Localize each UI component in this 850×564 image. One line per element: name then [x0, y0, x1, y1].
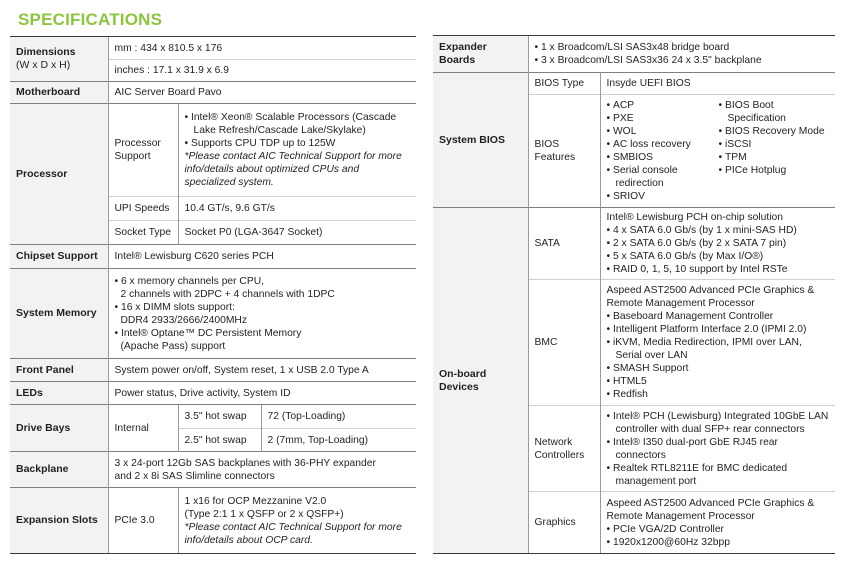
- dimensions-label: Dimensions (W x D x H): [10, 37, 108, 82]
- expander-label: Expander Boards: [433, 36, 528, 73]
- processor-label: Processor: [10, 104, 108, 245]
- expander-value: • 1 x Broadcom/LSI SAS3x48 bridge board • 3 x Broadcom/LSI SAS3x36 24 x 3.5" backplane: [528, 36, 835, 73]
- sata-value: Intel® Lewisburg PCH on-chip solution • 4 x SATA 6.0 Gb/s (by 1 x mini-SAS HD) • 2 x SATA 6.0 Gb/s (by 2 x SATA 7 pin) • 5 x SATA 6.0 Gb/s (by Max I/O®) • RAID 0, 1, 5, 10 support by Intel RSTe: [600, 208, 835, 280]
- drive-bay-value-1: 72 (Top-Loading): [261, 405, 416, 429]
- socket-value: Socket P0 (LGA-3647 Socket): [178, 221, 416, 245]
- upi-label: UPI Speeds: [108, 197, 178, 221]
- chipset-value: Intel® Lewisburg C620 series PCH: [108, 245, 416, 269]
- drive-bay-value-2: 2 (7mm, Top-Loading): [261, 429, 416, 452]
- upi-value: 10.4 GT/s, 9.6 GT/s: [178, 197, 416, 221]
- expansion-type: PCIe 3.0: [108, 488, 178, 554]
- dimensions-inches: inches : 17.1 x 31.9 x 6.9: [108, 60, 416, 82]
- drive-bays-label: Drive Bays: [10, 405, 108, 452]
- sata-label: SATA: [528, 208, 600, 280]
- spec-table-right: [433, 35, 835, 554]
- bios-label: System BIOS: [433, 73, 528, 208]
- onboard-label: On-board Devices: [433, 208, 528, 554]
- drive-bays-type: Internal: [108, 405, 178, 452]
- dimensions-mm: mm : 434 x 810.5 x 176: [108, 37, 416, 60]
- motherboard-label: Motherboard: [10, 82, 108, 104]
- processor-support-label: Processor Support: [108, 104, 178, 197]
- drive-bay-size-1: 3.5" hot swap: [178, 405, 261, 429]
- front-panel-value: System power on/off, System reset, 1 x USB 2.0 Type A: [108, 359, 416, 382]
- processor-support-value: • Intel® Xeon® Scalable Processors (Cascade Lake Refresh/Cascade Lake/Skylake) • Supports CPU TDP up to 125W *Please contact AIC Technical Support for more info/details about optimized CPUs and specialized system.: [178, 104, 416, 197]
- bios-type-value: Insyde UEFI BIOS: [600, 73, 835, 95]
- drive-bay-size-2: 2.5" hot swap: [178, 429, 261, 452]
- motherboard-value: AIC Server Board Pavo: [108, 82, 416, 104]
- memory-value: • 6 x memory channels per CPU, 2 channels with 2DPC + 4 channels with 1DPC • 16 x DIMM slots support: DDR4 2933/2666/2400MHz • Intel® Optane™ DC Persistent Memory (Apache Pass) support: [108, 269, 416, 359]
- bios-features-value: • ACP • PXE • WOL • AC loss recovery • SMBIOS • Serial console redirection • SRIOV • BIOS Boot Specification • BIOS Recovery Mode • iSCSI • TPM • PICe Hotplug: [600, 95, 835, 208]
- page-title: SPECIFICATIONS: [18, 10, 163, 29]
- graphics-value: Aspeed AST2500 Advanced PCIe Graphics & Remote Management Processor • PCIe VGA/2D Controller • 1920x1200@60Hz 32bpp: [600, 492, 835, 554]
- front-panel-label: Front Panel: [10, 359, 108, 382]
- bmc-label: BMC: [528, 280, 600, 406]
- backplane-label: Backplane: [10, 452, 108, 488]
- expansion-value: 1 x16 for OCP Mezzanine V2.0 (Type 2:1 1 x QSFP or 2 x QSFP+) *Please contact AIC Technical Support for more info/details about OCP card.: [178, 488, 416, 554]
- bios-type-label: BIOS Type: [528, 73, 600, 95]
- graphics-label: Graphics: [528, 492, 600, 554]
- network-label: Network Controllers: [528, 406, 600, 492]
- bmc-value: Aspeed AST2500 Advanced PCIe Graphics & Remote Management Processor • Baseboard Management Controller • Intelligent Platform Interface 2.0 (IPMI 2.0) • iKVM, Media Redirection, IPMI over LAN, Serial over LAN • SMASH Support • HTML5 • Redfish: [600, 280, 835, 406]
- leds-label: LEDs: [10, 382, 108, 405]
- bios-features-label: BIOS Features: [528, 95, 600, 208]
- expansion-label: Expansion Slots: [10, 488, 108, 554]
- backplane-value: 3 x 24-port 12Gb SAS backplanes with 36-PHY expander and 2 x 8i SAS Slimline connectors: [108, 452, 416, 488]
- memory-label: System Memory: [10, 269, 108, 359]
- spec-table-left: [10, 36, 416, 554]
- network-value: • Intel® PCH (Lewisburg) Integrated 10GbE LAN controller with dual SFP+ rear connectors • Intel® I350 dual-port GbE RJ45 rear connectors • Realtek RTL8211E for BMC dedicated management port: [600, 406, 835, 492]
- leds-value: Power status, Drive activity, System ID: [108, 382, 416, 405]
- socket-label: Socket Type: [108, 221, 178, 245]
- chipset-label: Chipset Support: [10, 245, 108, 269]
